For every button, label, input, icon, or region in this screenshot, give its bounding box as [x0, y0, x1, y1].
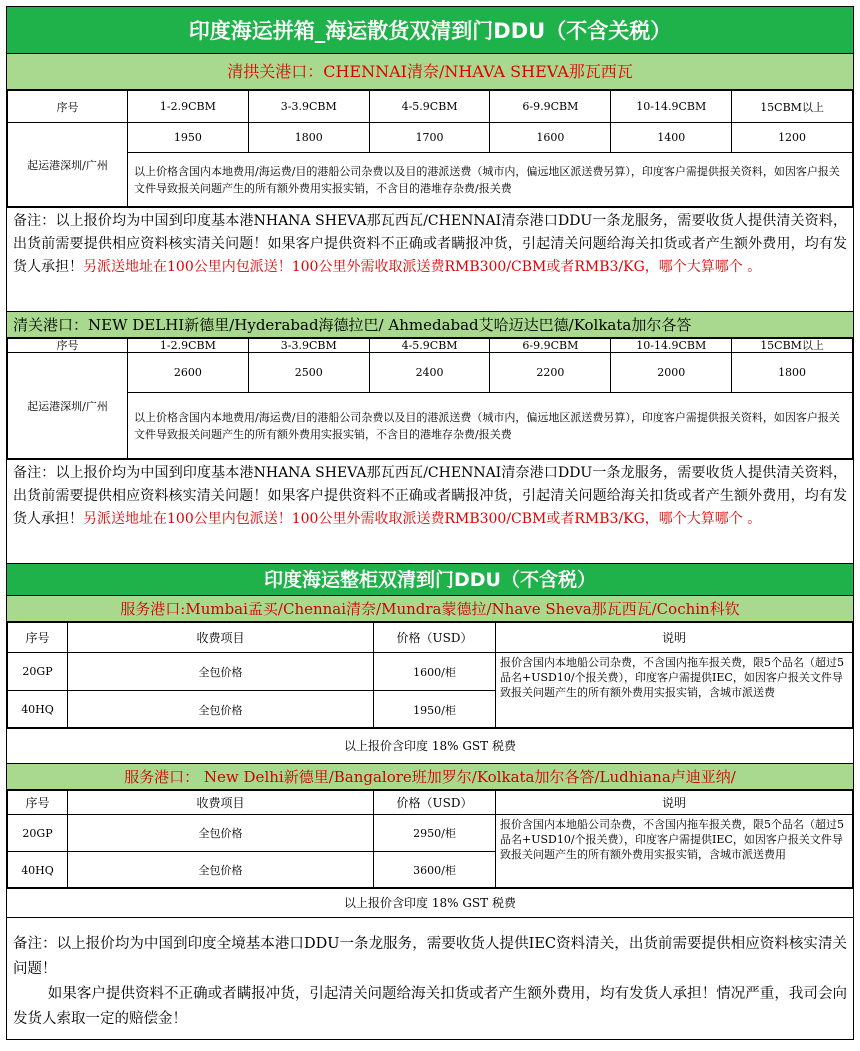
header-cell: 序号 [8, 623, 68, 653]
fcl-rate-table-1 [6, 622, 854, 728]
inclusion-row [8, 153, 853, 207]
container-type: 20GP [8, 815, 68, 852]
container-price: 3600/柜 [374, 852, 496, 889]
container-type: 40HQ [8, 691, 68, 729]
header-cell: 6-9.9CBM [490, 91, 611, 123]
table-row [8, 653, 853, 691]
table-header-row [8, 339, 853, 353]
charge-item: 全包价格 [68, 691, 374, 729]
header-cell: 15CBM以上 [732, 91, 853, 123]
price-cell: 2400 [369, 353, 490, 393]
container-price: 1600/柜 [374, 653, 496, 691]
final-note [6, 918, 854, 1040]
lcl-note-2 [6, 460, 854, 564]
price-cell: 1800 [248, 123, 369, 153]
header-cell: 序号 [8, 91, 128, 123]
price-cell: 1800 [732, 353, 853, 393]
lcl-rate-table-1 [6, 90, 854, 208]
price-cell: 2000 [611, 353, 732, 393]
price-cell: 2500 [248, 353, 369, 393]
fcl-port-bar-2: 服务港口： New Delhi新德里/Bangalore班加罗尔/Kolkata加尔各答/Ludhiana卢迪亚纳/ [6, 764, 854, 790]
header-cell: 10-14.9CBM [611, 91, 732, 123]
header-cell: 4-5.9CBM [369, 91, 490, 123]
charge-item: 全包价格 [68, 852, 374, 889]
header-cell: 6-9.9CBM [490, 339, 611, 353]
container-type: 40HQ [8, 852, 68, 889]
header-cell: 价格（USD） [374, 791, 496, 815]
header-cell: 10-14.9CBM [611, 339, 732, 353]
lcl-title: 印度海运拼箱_海运散货双清到门DDU（不含关税） [6, 6, 854, 54]
price-cell: 1200 [732, 123, 853, 153]
charge-item: 全包价格 [68, 815, 374, 852]
delivery-note: 另派送地址在100公里内包派送！100公里外需收取派送费RMB300/CBM或者RMB3/KG，哪个大算哪个 。 [83, 511, 762, 527]
lcl-port-bar-2: 清关港口：NEW DELHI新德里/Hyderabad海德拉巴/ Ahmedabad艾哈迈达巴德/Kolkata加尔各答 [6, 312, 854, 338]
table-header-row [8, 91, 853, 123]
header-cell: 3-3.9CBM [248, 339, 369, 353]
price-cell: 1400 [611, 123, 732, 153]
container-type: 20GP [8, 653, 68, 691]
header-cell: 序号 [8, 339, 128, 353]
header-cell: 收费项目 [68, 791, 374, 815]
table-row [8, 815, 853, 852]
fcl-description: 报价含国内本地船公司杂费，不含国内拖车报关费，限5个品名（超过5品名+USD10/个报关费），印度客户需提供IEC，如因客户报关文件导致报关问题产生的所有额外费用实报实销，含城市派送费 [496, 653, 853, 729]
price-cell: 1600 [490, 123, 611, 153]
lcl-note-1 [6, 208, 854, 312]
header-cell: 序号 [8, 791, 68, 815]
header-cell: 1-2.9CBM [128, 339, 249, 353]
container-price: 1950/柜 [374, 691, 496, 729]
price-cell: 2600 [128, 353, 249, 393]
lcl-port-bar-1: 清拱关港口：CHENNAI清奈/NHAVA SHEVA那瓦西瓦 [6, 54, 854, 90]
note-text: 备注：以上报价均为中国到印度基本港NHANA SHEVA那瓦西瓦/CHENNAI清奈港口DDU一条龙服务，需要收货人提供清关资料，出货前需要提供相应资料核实清关问题！如果客户提供资料不正确或者瞒报冲货，引起清关问题给海关扣货或者产生额外费用，均有发货人承担！ [13, 465, 847, 527]
header-cell: 价格（USD） [374, 623, 496, 653]
charge-item: 全包价格 [68, 653, 374, 691]
fcl-description: 报价含国内本地船公司杂费，不含国内拖车报关费，限5个品名（超过5品名+USD10/个报关费），印度客户需提供IEC，如因客户报关文件导致报关问题产生的所有额外费用实报实销，含城市派送费用 [496, 815, 853, 889]
header-cell: 15CBM以上 [732, 339, 853, 353]
table-header-row [8, 791, 853, 815]
fcl-title: 印度海运整柜双清到门DDU（不含税） [6, 564, 854, 596]
price-row [8, 123, 853, 153]
header-cell: 说明 [496, 623, 853, 653]
fcl-gst-note-2: 以上报价含印度 18% GST 税费 [6, 888, 854, 918]
table-header-row [8, 623, 853, 653]
inclusion-row [8, 393, 853, 459]
header-cell: 3-3.9CBM [248, 91, 369, 123]
origin-cell: 起运港深圳/广州 [8, 353, 128, 459]
container-price: 2950/柜 [374, 815, 496, 852]
inclusion-text: 以上价格含国内本地费用/海运费/目的港船公司杂费以及目的港派送费（城市内，偏远地区派送费另算），印度客户需提供报关资料，如因客户报关文件导致报关问题产生的所有额外费用实报实销，不含目的港堆存杂费/报关费 [128, 153, 853, 207]
final-note-line-2: 如果客户提供资料不正确或者瞒报冲货，引起清关问题给海关扣货或者产生额外费用，均有发货人承担！情况严重，我司会向发货人索取一定的赔偿金！ [13, 986, 847, 1027]
header-cell: 4-5.9CBM [369, 339, 490, 353]
lcl-rate-table-2 [6, 338, 854, 460]
header-cell: 收费项目 [68, 623, 374, 653]
price-cell: 2200 [490, 353, 611, 393]
final-note-line-1: 备注：以上报价均为中国到印度全境基本港口DDU一条龙服务，需要收货人提供IEC资料清关，出货前需要提供相应资料核实清关问题！ [13, 936, 847, 977]
price-row [8, 353, 853, 393]
fcl-gst-note-1: 以上报价含印度 18% GST 税费 [6, 728, 854, 764]
fcl-rate-table-2 [6, 790, 854, 888]
fcl-port-bar-1: 服务港口:Mumbai孟买/Chennai清奈/Mundra蒙德拉/Nhave Sheva那瓦西瓦/Cochin科钦 [6, 596, 854, 622]
header-cell: 说明 [496, 791, 853, 815]
header-cell: 1-2.9CBM [128, 91, 249, 123]
origin-cell: 起运港深圳/广州 [8, 123, 128, 207]
note-text: 备注：以上报价均为中国到印度基本港NHANA SHEVA那瓦西瓦/CHENNAI清奈港口DDU一条龙服务，需要收货人提供清关资料，出货前需要提供相应资料核实清关问题！如果客户提供资料不正确或者瞒报冲货，引起清关问题给海关扣货或者产生额外费用，均有发货人承担！ [13, 213, 847, 275]
inclusion-text: 以上价格含国内本地费用/海运费/目的港船公司杂费以及目的港派送费（城市内，偏远地区派送费另算），印度客户需提供报关资料，如因客户报关文件导致报关问题产生的所有额外费用实报实销，不含目的港堆存杂费/报关费 [128, 393, 853, 459]
price-cell: 1950 [128, 123, 249, 153]
delivery-note: 另派送地址在100公里内包派送！100公里外需收取派送费RMB300/CBM或者RMB3/KG，哪个大算哪个 。 [83, 259, 762, 275]
price-cell: 1700 [369, 123, 490, 153]
